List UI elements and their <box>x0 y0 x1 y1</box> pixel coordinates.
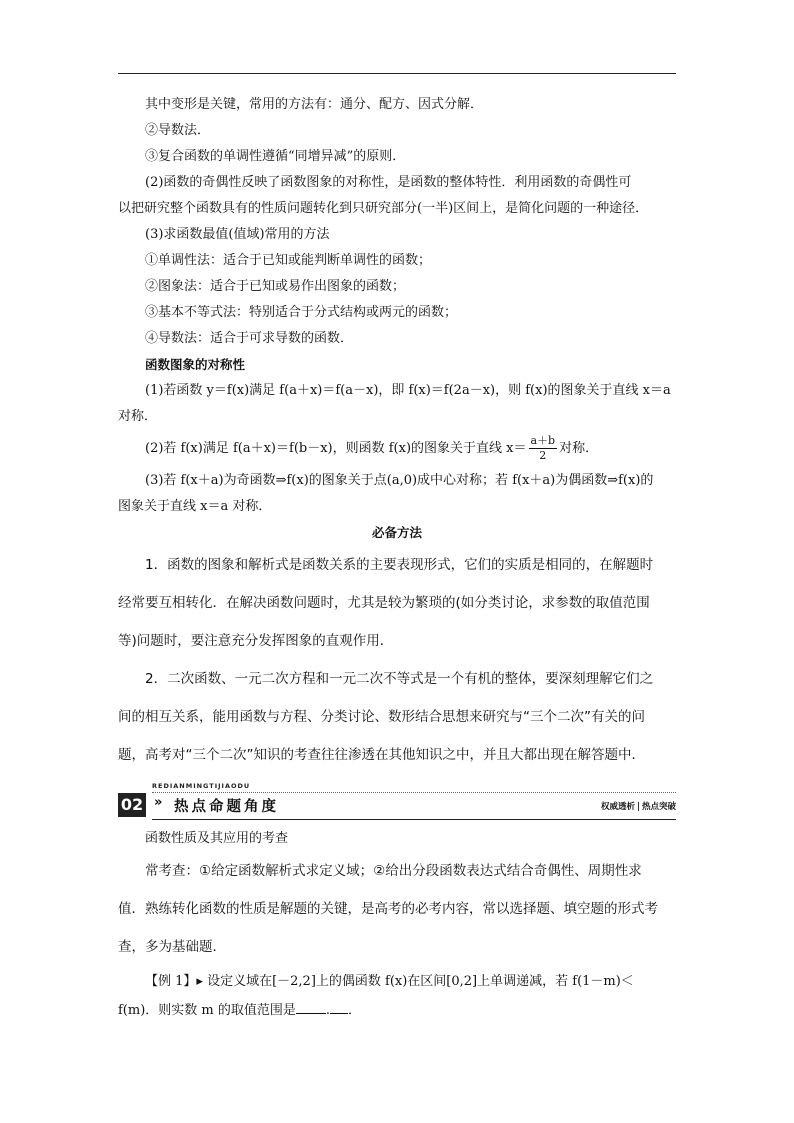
text-line: 其中变形是关键，常用的方法有：通分、配方、因式分解． <box>145 97 484 112</box>
text-segment: (2)若 f(x)满足 f(a＋x)＝f(b－x)，则函数 f(x)的图象关于直线 x＝ <box>145 441 527 456</box>
document-page <box>118 92 676 1024</box>
text-line: 图象关于直线 x＝a 对称． <box>118 499 272 514</box>
fraction-denominator: 2 <box>539 449 547 462</box>
text-line: (3)求函数最值(值域)常用的方法 <box>145 227 330 242</box>
fraction <box>529 434 558 463</box>
text-line: ①单调性法：适合于已知或能判断单调性的函数； <box>145 253 432 268</box>
subheading-methods: 必备方法 <box>371 525 422 540</box>
example-line <box>118 998 676 1024</box>
text-line: 等)问题时，要注意充分发挥图象的直观作用． <box>118 633 394 649</box>
subheading-symmetry: 函数图象的对称性 <box>145 357 246 372</box>
text-segment: ． <box>348 1003 362 1018</box>
chevron-right-icon: » <box>154 795 163 810</box>
banner-title: 热点命题角度 <box>174 799 279 815</box>
text-line: 对称． <box>118 409 158 424</box>
text-line: 值．熟练转化函数的性质是解题的关键，是高考的必考内容，常以选择题、填空题的形式考 <box>118 901 658 917</box>
banner-number: 02 <box>118 793 146 817</box>
topic-heading: 函数性质及其应用的考查 <box>145 831 289 846</box>
text-segment: f(m)．则实数 m 的取值范围是 <box>118 1003 296 1018</box>
example-label: 【例 1】▸ <box>145 974 203 989</box>
banner-underline <box>152 819 676 820</box>
fraction-numerator: a＋b <box>530 434 556 447</box>
text-line: (3)若 f(x＋a)为奇函数⇒f(x)的图象关于点(a,0)成中心对称；若 f(x＋a)为偶函数⇒f(x)的 <box>145 473 654 488</box>
text-line: ④导数法：适合于可求导数的函数． <box>145 331 354 346</box>
top-rule <box>118 73 676 74</box>
text-segment: . <box>325 1003 331 1018</box>
banner-tag-a: 权威透析 <box>600 802 635 812</box>
answer-blank[interactable] <box>296 999 326 1014</box>
banner-tagline <box>601 800 676 812</box>
text-line: 2．二次函数、一元二次方程和一元二次不等式是一个有机的整体，要深刻理解它们之 <box>145 671 654 687</box>
text-line-fraction <box>118 430 676 468</box>
example-line <box>118 966 676 998</box>
section-banner <box>118 782 676 822</box>
text-line: 1．函数的图象和解析式是函数关系的主要表现形式，它们的实质是相同的，在解题时 <box>145 557 654 573</box>
text-line: 间的相互关系，能用函数与方程、分类讨论、数形结合思想来研究与“三个二次”有关的问 <box>118 709 645 725</box>
text-segment: 对称． <box>559 441 599 456</box>
answer-blank[interactable] <box>330 999 348 1014</box>
text-line: 查，多为基础题． <box>118 939 226 955</box>
banner-tag-b: 热点突破 <box>641 802 676 812</box>
banner-dotted-rule <box>152 792 676 793</box>
banner-pinyin: REDIANMINGTIJIAODU <box>152 782 251 790</box>
text-line: (2)函数的奇偶性反映了函数图象的对称性，是函数的整体特性．利用函数的奇偶性可 <box>145 175 632 190</box>
text-line: ②图象法：适合于已知或易作出图象的函数； <box>145 279 406 294</box>
text-line: ③基本不等式法：特别适合于分式结构或两元的函数； <box>145 305 458 320</box>
banner-tag-separator <box>638 802 639 811</box>
text-line: (1)若函数 y＝f(x)满足 f(a＋x)＝f(a－x)，即 f(x)＝f(2a－x)，则 f(x)的图象关于直线 x＝a <box>145 383 671 398</box>
text-line: 题，高考对“三个二次”知识的考查往往渗透在其他知识之中，并且大都出现在解答题中． <box>118 747 645 763</box>
text-segment: 设定义域在[－2,2]上的偶函数 f(x)在区间[0,2]上单调递减，若 f(1－m)＜ <box>202 974 634 989</box>
text-line: ③复合函数的单调性遵循“同增异减”的原则． <box>145 149 406 164</box>
text-line: 常考查：①给定函数解析式求定义域；②给出分段函数表达式结合奇偶性、周期性求 <box>145 863 642 879</box>
text-line: 经常要互相转化．在解决函数问题时，尤其是较为繁琐的(如分类讨论，求参数的取值范围 <box>118 595 650 611</box>
text-line: ②导数法． <box>145 123 211 138</box>
text-line: 以把研究整个函数具有的性质问题转化到只研究部分(一半)区间上，是简化问题的一种途径． <box>118 201 649 216</box>
